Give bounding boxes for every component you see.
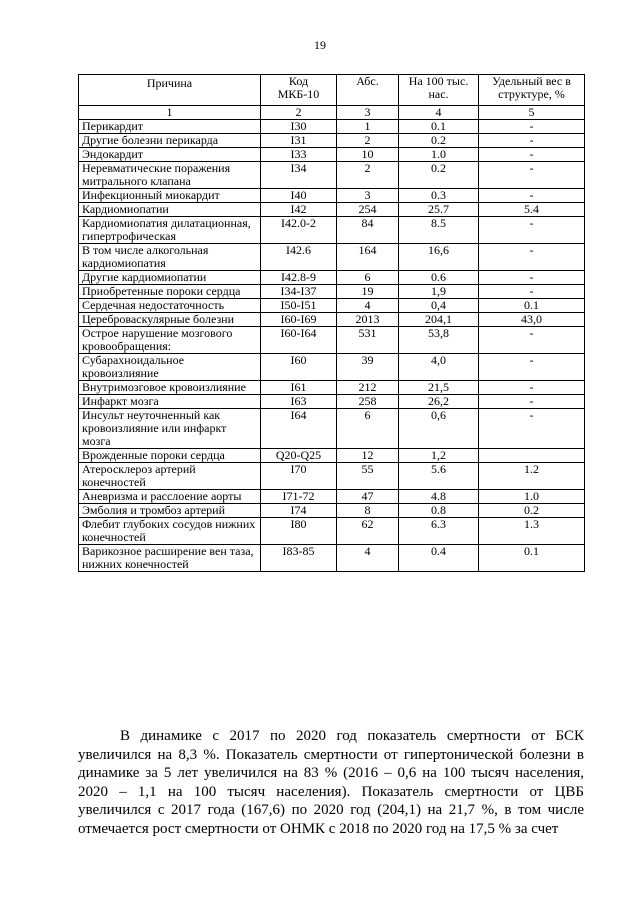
rate-cell: 21,5 (399, 381, 479, 395)
table-row (79, 504, 585, 518)
share-cell: 1.2 (479, 463, 585, 490)
cause-cell: Сердечная недостаточность (79, 299, 261, 313)
table-row (79, 134, 585, 148)
absolute-cell: 8 (337, 504, 399, 518)
share-cell: - (479, 381, 585, 395)
share-cell: - (479, 327, 585, 354)
absolute-cell: 2013 (337, 313, 399, 327)
absolute-cell: 62 (337, 518, 399, 545)
column-number: 2 (261, 106, 337, 120)
cause-cell: Атеросклероз артерий конечностей (79, 463, 261, 490)
cause-cell: Флебит глубоких сосудов нижних конечностей (79, 518, 261, 545)
absolute-cell: 47 (337, 490, 399, 504)
cause-cell: Субарахноидальное кровоизлияние (79, 354, 261, 381)
column-number: 4 (399, 106, 479, 120)
icd-code-cell: I63 (261, 395, 337, 409)
icd-code-cell: I42.0-2 (261, 217, 337, 244)
icd-code-cell: I83-85 (261, 545, 337, 572)
table-body (79, 120, 585, 572)
share-cell: 1.0 (479, 490, 585, 504)
icd-code-cell: I80 (261, 518, 337, 545)
absolute-cell: 254 (337, 203, 399, 217)
icd-code-cell: Q20-Q25 (261, 449, 337, 463)
table-row (79, 299, 585, 313)
column-number: 3 (337, 106, 399, 120)
cause-cell: Инфекционный миокардит (79, 189, 261, 203)
cause-cell: Варикозное расширение вен таза, нижних конечностей (79, 545, 261, 572)
absolute-cell: 2 (337, 134, 399, 148)
share-cell: 0.1 (479, 299, 585, 313)
rate-cell: 0.2 (399, 162, 479, 189)
table-row (79, 217, 585, 244)
cause-cell: Врожденные пороки сердца (79, 449, 261, 463)
table-row (79, 381, 585, 395)
cause-cell: Инсульт неуточненный как кровоизлияние или инфаркт мозга (79, 409, 261, 449)
rate-cell: 0.4 (399, 545, 479, 572)
rate-cell: 25.7 (399, 203, 479, 217)
cause-cell: Эндокардит (79, 148, 261, 162)
rate-cell: 204,1 (399, 313, 479, 327)
absolute-cell: 12 (337, 449, 399, 463)
absolute-cell: 258 (337, 395, 399, 409)
column-numbering-row (79, 106, 585, 120)
table-row (79, 354, 585, 381)
icd-code-cell: I64 (261, 409, 337, 449)
table-header-row (79, 75, 585, 106)
share-cell: 5.4 (479, 203, 585, 217)
share-cell: - (479, 134, 585, 148)
share-cell: - (479, 120, 585, 134)
rate-cell: 0,4 (399, 299, 479, 313)
rate-cell: 0.8 (399, 504, 479, 518)
share-cell: - (479, 244, 585, 271)
absolute-cell: 3 (337, 189, 399, 203)
absolute-cell: 212 (337, 381, 399, 395)
rate-cell: 26,2 (399, 395, 479, 409)
share-cell: - (479, 395, 585, 409)
absolute-cell: 531 (337, 327, 399, 354)
icd-code-cell: I60-I69 (261, 313, 337, 327)
icd-code-cell: I70 (261, 463, 337, 490)
share-cell: - (479, 148, 585, 162)
cause-cell: Аневризма и расслоение аорты (79, 490, 261, 504)
rate-cell: 5.6 (399, 463, 479, 490)
rate-cell: 0.3 (399, 189, 479, 203)
body-text (78, 727, 584, 839)
table-row (79, 285, 585, 299)
rate-cell: 4,0 (399, 354, 479, 381)
share-cell: - (479, 285, 585, 299)
icd-code-cell: I30 (261, 120, 337, 134)
rate-cell: 6.3 (399, 518, 479, 545)
cause-cell: Другие кардиомиопатии (79, 271, 261, 285)
table-row (79, 395, 585, 409)
icd-code-cell: I33 (261, 148, 337, 162)
share-cell (479, 449, 585, 463)
cause-cell: Эмболия и тромбоз артерий (79, 504, 261, 518)
table-row (79, 449, 585, 463)
table-row (79, 244, 585, 271)
share-cell: 43,0 (479, 313, 585, 327)
rate-cell: 0,6 (399, 409, 479, 449)
share-cell: - (479, 409, 585, 449)
absolute-cell: 39 (337, 354, 399, 381)
absolute-cell: 1 (337, 120, 399, 134)
page-number: 19 (314, 38, 326, 52)
header-icd-code: Код МКБ-10 (261, 75, 337, 106)
cause-cell: Цереброваскулярные болезни (79, 313, 261, 327)
cause-cell: Острое нарушение мозгового кровообращения: (79, 327, 261, 354)
table-row (79, 148, 585, 162)
icd-code-cell: I40 (261, 189, 337, 203)
cause-cell: Другие болезни перикарда (79, 134, 261, 148)
share-cell: 0.1 (479, 545, 585, 572)
cause-cell: Кардиомиопатия дилатационная, гипертрофическая (79, 217, 261, 244)
paragraph: В динамике с 2017 по 2020 год показатель смертности от БСК увеличился на 8,3 %. Показатель смертности от гипертонической болезни в динамике за 5 лет увеличился на 83 % (2016 – 0,6 на 100 тысяч населения, 2020 – 1,1 на 100 тысяч населения). Показатель смертности от ЦВБ увеличился с 2017 года (167,6) по 2020 год (204,1) на 21,7 %, в том числе отмечается рост смертности от ОНМК с 2018 по 2020 год на 17,5 % за счет (78, 728, 584, 837)
rate-cell: 16,6 (399, 244, 479, 271)
absolute-cell: 2 (337, 162, 399, 189)
icd-code-cell: I60-I64 (261, 327, 337, 354)
rate-cell: 0.1 (399, 120, 479, 134)
share-cell: - (479, 271, 585, 285)
header-absolute: Абс. (337, 75, 399, 106)
absolute-cell: 6 (337, 409, 399, 449)
header-cause: Причина (79, 75, 261, 106)
rate-cell: 1,9 (399, 285, 479, 299)
mortality-table (78, 74, 585, 572)
icd-code-cell: I71-72 (261, 490, 337, 504)
header-per-100k: На 100 тыс. нас. (399, 75, 479, 106)
absolute-cell: 55 (337, 463, 399, 490)
table-row (79, 490, 585, 504)
icd-code-cell: I42 (261, 203, 337, 217)
column-number: 5 (479, 106, 585, 120)
icd-code-cell: I61 (261, 381, 337, 395)
rate-cell: 4.8 (399, 490, 479, 504)
icd-code-cell: I31 (261, 134, 337, 148)
table-row (79, 463, 585, 490)
absolute-cell: 84 (337, 217, 399, 244)
table-row (79, 545, 585, 572)
rate-cell: 1,2 (399, 449, 479, 463)
share-cell: - (479, 354, 585, 381)
table-row (79, 271, 585, 285)
rate-cell: 0.2 (399, 134, 479, 148)
table-row (79, 518, 585, 545)
absolute-cell: 4 (337, 545, 399, 572)
absolute-cell: 10 (337, 148, 399, 162)
share-cell: - (479, 162, 585, 189)
table-row (79, 162, 585, 189)
icd-code-cell: I42.8-9 (261, 271, 337, 285)
icd-code-cell: I34 (261, 162, 337, 189)
icd-code-cell: I34-I37 (261, 285, 337, 299)
table-row (79, 120, 585, 134)
cause-cell: Перикардит (79, 120, 261, 134)
cause-cell: Приобретенные пороки сердца (79, 285, 261, 299)
rate-cell: 1.0 (399, 148, 479, 162)
absolute-cell: 6 (337, 271, 399, 285)
share-cell: - (479, 217, 585, 244)
absolute-cell: 164 (337, 244, 399, 271)
rate-cell: 0.6 (399, 271, 479, 285)
icd-code-cell: I42.6 (261, 244, 337, 271)
cause-cell: Неревматические поражения митрального клапана (79, 162, 261, 189)
cause-cell: Инфаркт мозга (79, 395, 261, 409)
table-row (79, 203, 585, 217)
cause-cell: Кардиомиопатии (79, 203, 261, 217)
rate-cell: 53,8 (399, 327, 479, 354)
share-cell: - (479, 189, 585, 203)
absolute-cell: 19 (337, 285, 399, 299)
rate-cell: 8.5 (399, 217, 479, 244)
header-share: Удельный вес в структуре, % (479, 75, 585, 106)
share-cell: 1.3 (479, 518, 585, 545)
absolute-cell: 4 (337, 299, 399, 313)
icd-code-cell: I74 (261, 504, 337, 518)
table-row (79, 409, 585, 449)
table-row (79, 327, 585, 354)
icd-code-cell: I50-I51 (261, 299, 337, 313)
column-number: 1 (79, 106, 261, 120)
table-row (79, 313, 585, 327)
icd-code-cell: I60 (261, 354, 337, 381)
cause-cell: В том числе алкогольная кардиомиопатия (79, 244, 261, 271)
cause-cell: Внутримозговое кровоизлияние (79, 381, 261, 395)
table-row (79, 189, 585, 203)
share-cell: 0.2 (479, 504, 585, 518)
